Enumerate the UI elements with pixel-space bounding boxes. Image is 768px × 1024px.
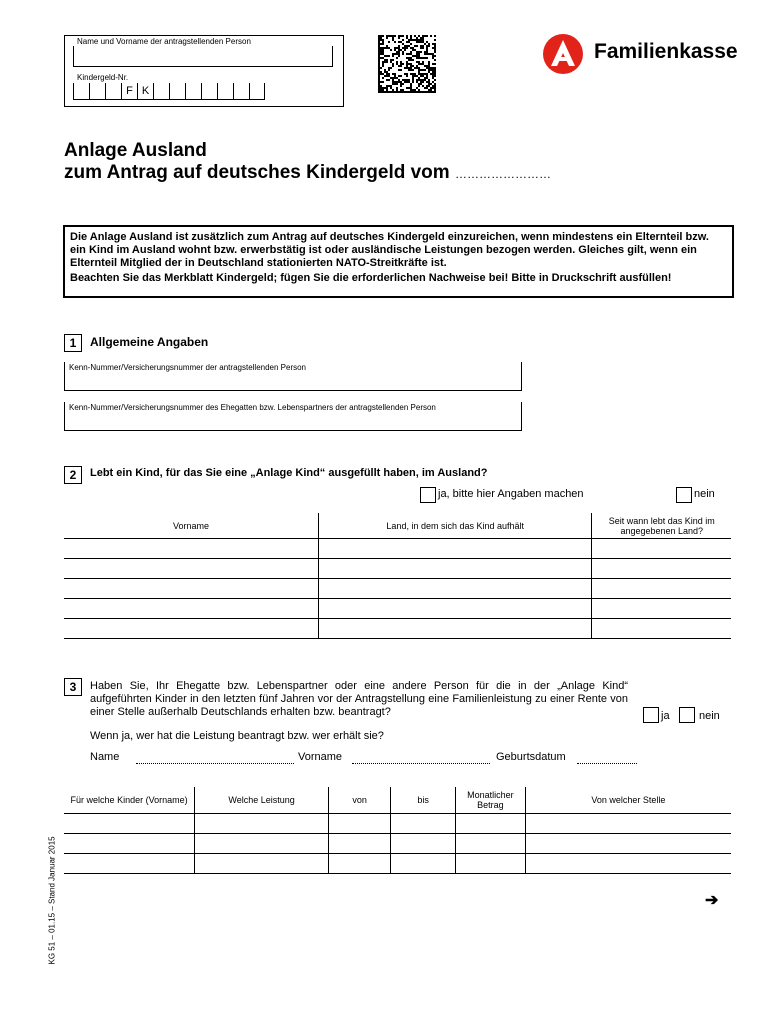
col-betrag: Monatlicher Betrag (456, 787, 526, 814)
table-cell[interactable] (592, 539, 731, 559)
table-cell[interactable] (525, 854, 731, 874)
table-cell[interactable] (456, 854, 526, 874)
kg-digit-cell[interactable] (105, 83, 121, 100)
table-row (64, 814, 731, 834)
table-row (64, 599, 731, 619)
spouse-id-field[interactable] (64, 402, 522, 431)
recipient-name-label: Name (90, 751, 120, 763)
table-cell[interactable] (329, 854, 391, 874)
section-2-number: 2 (64, 466, 82, 484)
section-2-question: Lebt ein Kind, für das Sie eine „Anlage Kind“ ausgefüllt haben, im Ausland? (90, 467, 488, 479)
table-cell[interactable] (391, 814, 456, 834)
form-code: KG 51 – 01.15 – Stand Januar 2015 (47, 836, 57, 965)
table-cell[interactable] (456, 814, 526, 834)
kg-digit-cell[interactable] (249, 83, 265, 100)
table-cell[interactable] (64, 619, 318, 639)
table-cell[interactable] (195, 854, 329, 874)
table-cell[interactable] (456, 834, 526, 854)
table-cell[interactable] (329, 814, 391, 834)
table-cell[interactable] (64, 814, 195, 834)
table-row (64, 579, 731, 599)
kg-digit-cell[interactable]: K (137, 83, 153, 100)
table-cell[interactable] (64, 579, 318, 599)
table-cell[interactable] (391, 854, 456, 874)
table-cell[interactable] (64, 539, 318, 559)
agency-logo-icon (542, 33, 584, 75)
kindergeld-nr-label: Kindergeld-Nr. (77, 73, 129, 82)
kg-digit-cell[interactable] (201, 83, 217, 100)
table-cell[interactable] (592, 559, 731, 579)
recipient-name-field[interactable] (136, 763, 294, 764)
info-text-1: Die Anlage Ausland ist zusätzlich zum Antrag auf deutsches Kindergeld einzureichen, wenn mindestens ein Elternteil bzw. ein Kind im Ausland wohnt bzw. erwerbstätig ist oder ausländische Leistungen bezogen werden. Gleiches gilt, wenn ein Elternteil Mitglied der in Deutschland stationierten NATO-Streitkräfte ist. (70, 231, 709, 269)
col-seit-wann: Seit wann lebt das Kind im angegebenen Land? (592, 513, 731, 539)
spouse-id-label: Kenn-Nummer/Versicherungsnummer des Ehegatten bzw. Lebenspartners der antragstellenden Person (69, 403, 436, 412)
table-cell[interactable] (318, 539, 591, 559)
section-1-title: Allgemeine Angaben (90, 335, 209, 349)
table-cell[interactable] (592, 619, 731, 639)
table-cell[interactable] (329, 834, 391, 854)
applicant-header-box (64, 35, 344, 107)
recipient-birthdate-field[interactable] (577, 763, 637, 764)
kg-digit-cell[interactable] (153, 83, 169, 100)
table-cell[interactable] (64, 834, 195, 854)
col-bis: bis (391, 787, 456, 814)
table-cell[interactable] (64, 599, 318, 619)
section-3-no-label: nein (699, 710, 720, 722)
page-title (64, 140, 551, 185)
section-2-no-checkbox[interactable] (676, 487, 692, 503)
table-cell[interactable] (64, 854, 195, 874)
kg-digit-cell[interactable] (185, 83, 201, 100)
info-text-2: Beachten Sie das Merkblatt Kindergeld; fügen Sie die erforderlichen Nachweise bei! Bitte in Druckschrift ausfüllen! (70, 272, 672, 284)
kg-digit-cell[interactable] (89, 83, 105, 100)
section-2-yes-label: ja, bitte hier Angaben machen (438, 488, 584, 500)
table-cell[interactable] (318, 599, 591, 619)
kg-digit-cell[interactable]: F (121, 83, 137, 100)
table-header-row (64, 513, 731, 539)
applicant-id-label: Kenn-Nummer/Versicherungsnummer der antragstellenden Person (69, 363, 307, 372)
col-von: von (329, 787, 391, 814)
col-stelle: Von welcher Stelle (525, 787, 731, 814)
applicant-id-field[interactable] (64, 362, 522, 391)
datamatrix-code (378, 35, 436, 93)
section-3-yes-label: ja (661, 710, 670, 722)
table-cell[interactable] (318, 619, 591, 639)
recipient-birthdate-label: Geburtsdatum (496, 751, 566, 763)
table-cell[interactable] (318, 579, 591, 599)
familienkasse-logo (542, 33, 584, 80)
benefits-table (64, 787, 731, 874)
table-cell[interactable] (318, 559, 591, 579)
table-cell[interactable] (525, 834, 731, 854)
table-row (64, 539, 731, 559)
children-abroad-table (64, 513, 731, 639)
section-3-followup: Wenn ja, wer hat die Leistung beantragt bzw. wer erhält sie? (90, 730, 384, 742)
kg-digit-cell[interactable] (73, 83, 89, 100)
section-2-yes-checkbox[interactable] (420, 487, 436, 503)
kg-digit-cell[interactable] (217, 83, 233, 100)
kg-digit-cell[interactable] (169, 83, 185, 100)
col-vorname: Vorname (64, 513, 318, 539)
table-cell[interactable] (64, 559, 318, 579)
col-leistung: Welche Leistung (195, 787, 329, 814)
section-3-yes-checkbox[interactable] (643, 707, 659, 723)
col-kinder: Für welche Kinder (Vorname) (64, 787, 195, 814)
info-box (63, 225, 734, 298)
table-row (64, 854, 731, 874)
recipient-vorname-field[interactable] (352, 763, 490, 764)
table-cell[interactable] (391, 834, 456, 854)
table-row (64, 559, 731, 579)
table-row (64, 834, 731, 854)
section-3-number: 3 (64, 678, 82, 696)
section-1-number: 1 (64, 334, 82, 352)
col-land: Land, in dem sich das Kind aufhält (318, 513, 591, 539)
section-3-question: Haben Sie, Ihr Ehegatte bzw. Lebenspartner oder eine andere Person für die in der „Anlage Kind“ aufgeführten Kinder in den letzten fünf Jahren vor der Antragstellung eine Familienleistung zu einer Rente von einer Stelle außerhalb Deutschlands erhalten bzw. beantragt? (90, 680, 628, 718)
next-page-arrow-icon[interactable]: ➔ (705, 892, 719, 909)
table-cell[interactable] (195, 814, 329, 834)
name-label: Name und Vorname der antragstellenden Person (77, 37, 251, 46)
table-header-row (64, 787, 731, 814)
section-3-no-checkbox[interactable] (679, 707, 695, 723)
table-cell[interactable] (592, 599, 731, 619)
brand-name: Familienkasse (594, 40, 738, 63)
section-2-no-label: nein (694, 488, 715, 500)
date-field[interactable]: …………………… (454, 167, 551, 181)
name-field[interactable] (73, 46, 333, 67)
table-cell[interactable] (592, 579, 731, 599)
kg-digit-cell[interactable] (233, 83, 249, 100)
table-cell[interactable] (525, 814, 731, 834)
recipient-vorname-label: Vorname (298, 751, 343, 763)
kindergeld-nr-field[interactable] (73, 83, 265, 101)
table-row (64, 619, 731, 639)
table-cell[interactable] (195, 834, 329, 854)
title-line1: Anlage Ausland (64, 140, 207, 161)
title-line2: zum Antrag auf deutsches Kindergeld vom …………………… (64, 162, 551, 183)
